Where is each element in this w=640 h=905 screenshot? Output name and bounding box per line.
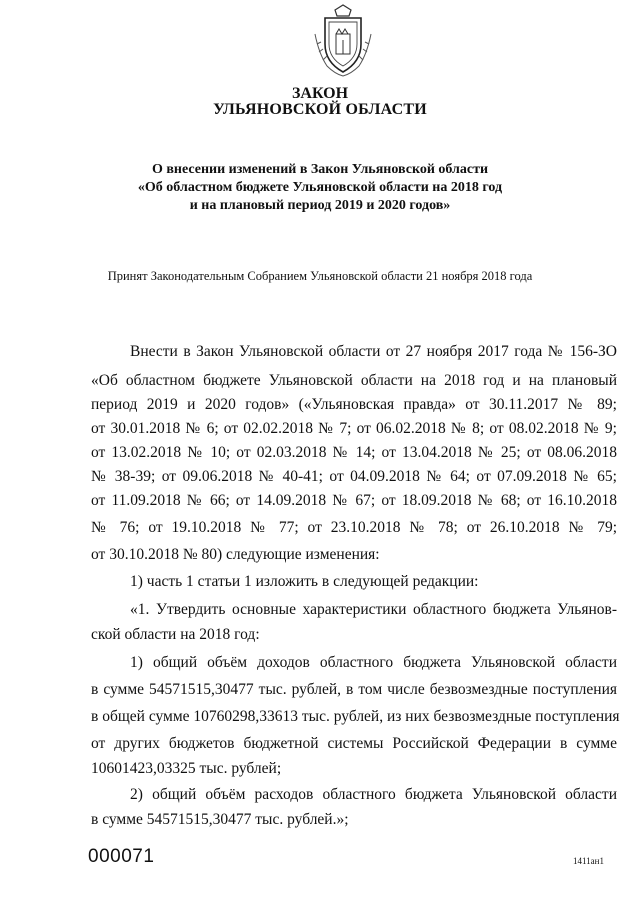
body-line: от других бюджетов бюджетной системы Российской Федерации в сумме — [91, 735, 617, 752]
body-line: 2) общий объём расходов областного бюджета Ульяновской области — [130, 786, 617, 803]
registration-number: 000071 — [88, 846, 155, 867]
law-title: ЗАКОН — [291, 85, 349, 102]
subject-line-2: «Об областном бюджете Ульяновской области на 2018 год — [137, 180, 503, 195]
body-line: ской области на 2018 год: — [91, 626, 260, 643]
body-line: период 2019 и 2020 годов» («Ульяновская правда» от 30.11.2017 № 89; — [91, 396, 617, 413]
adoption-note: Принят Законодательным Собранием Ульяновской области 21 ноября 2018 года — [107, 269, 533, 283]
body-line: 10601423,03325 тыс. рублей; — [91, 760, 282, 777]
body-line: № 76; от 19.10.2018 № 77; от 23.10.2018 № 78; от 26.10.2018 № 79; — [91, 519, 617, 536]
body-line: от 13.02.2018 № 10; от 02.03.2018 № 14; от 13.04.2018 № 25; от 08.06.2018 — [91, 444, 617, 461]
body-line: 1) часть 1 статьи 1 изложить в следующей редакции: — [130, 573, 479, 590]
body-line: 1) общий объём доходов областного бюджета Ульяновской области — [130, 654, 617, 671]
subject-line-1: О внесении изменений в Закон Ульяновской области — [151, 162, 489, 177]
body-line: в сумме 54571515,30477 тыс. рублей.»; — [91, 811, 349, 828]
body-line: в сумме 54571515,30477 тыс. рублей, в том числе безвозмездные поступления — [91, 681, 617, 698]
body-line: № 38-39; от 09.06.2018 № 40-41; от 04.09.2018 № 64; от 07.09.2018 № 65; — [91, 468, 617, 485]
coat-of-arms-icon — [313, 4, 373, 78]
region-title: УЛЬЯНОВСКОЙ ОБЛАСТИ — [213, 101, 427, 118]
body-line: «1. Утвердить основные характеристики областного бюджета Ульянов- — [130, 601, 617, 618]
body-line: в общей сумме 10760298,33613 тыс. рублей, из них безвозмездные поступления — [91, 708, 620, 725]
subject-line-3: и на плановый период 2019 и 2020 годов» — [189, 198, 451, 213]
body-line: Внести в Закон Ульяновской области от 27 ноября 2017 года № 156-ЗО — [130, 343, 617, 360]
body-line: от 11.09.2018 № 66; от 14.09.2018 № 67; от 18.09.2018 № 68; от 16.10.2018 — [91, 492, 617, 509]
body-line: от 30.10.2018 № 80) следующие изменения: — [91, 546, 380, 563]
body-line: от 30.01.2018 № 6; от 02.02.2018 № 7; от 06.02.2018 № 8; от 08.02.2018 № 9; — [91, 420, 617, 437]
document-code: 1411ан1 — [573, 856, 604, 866]
body-line: «Об областном бюджете Ульяновской области на 2018 год и на плановый — [91, 372, 617, 389]
